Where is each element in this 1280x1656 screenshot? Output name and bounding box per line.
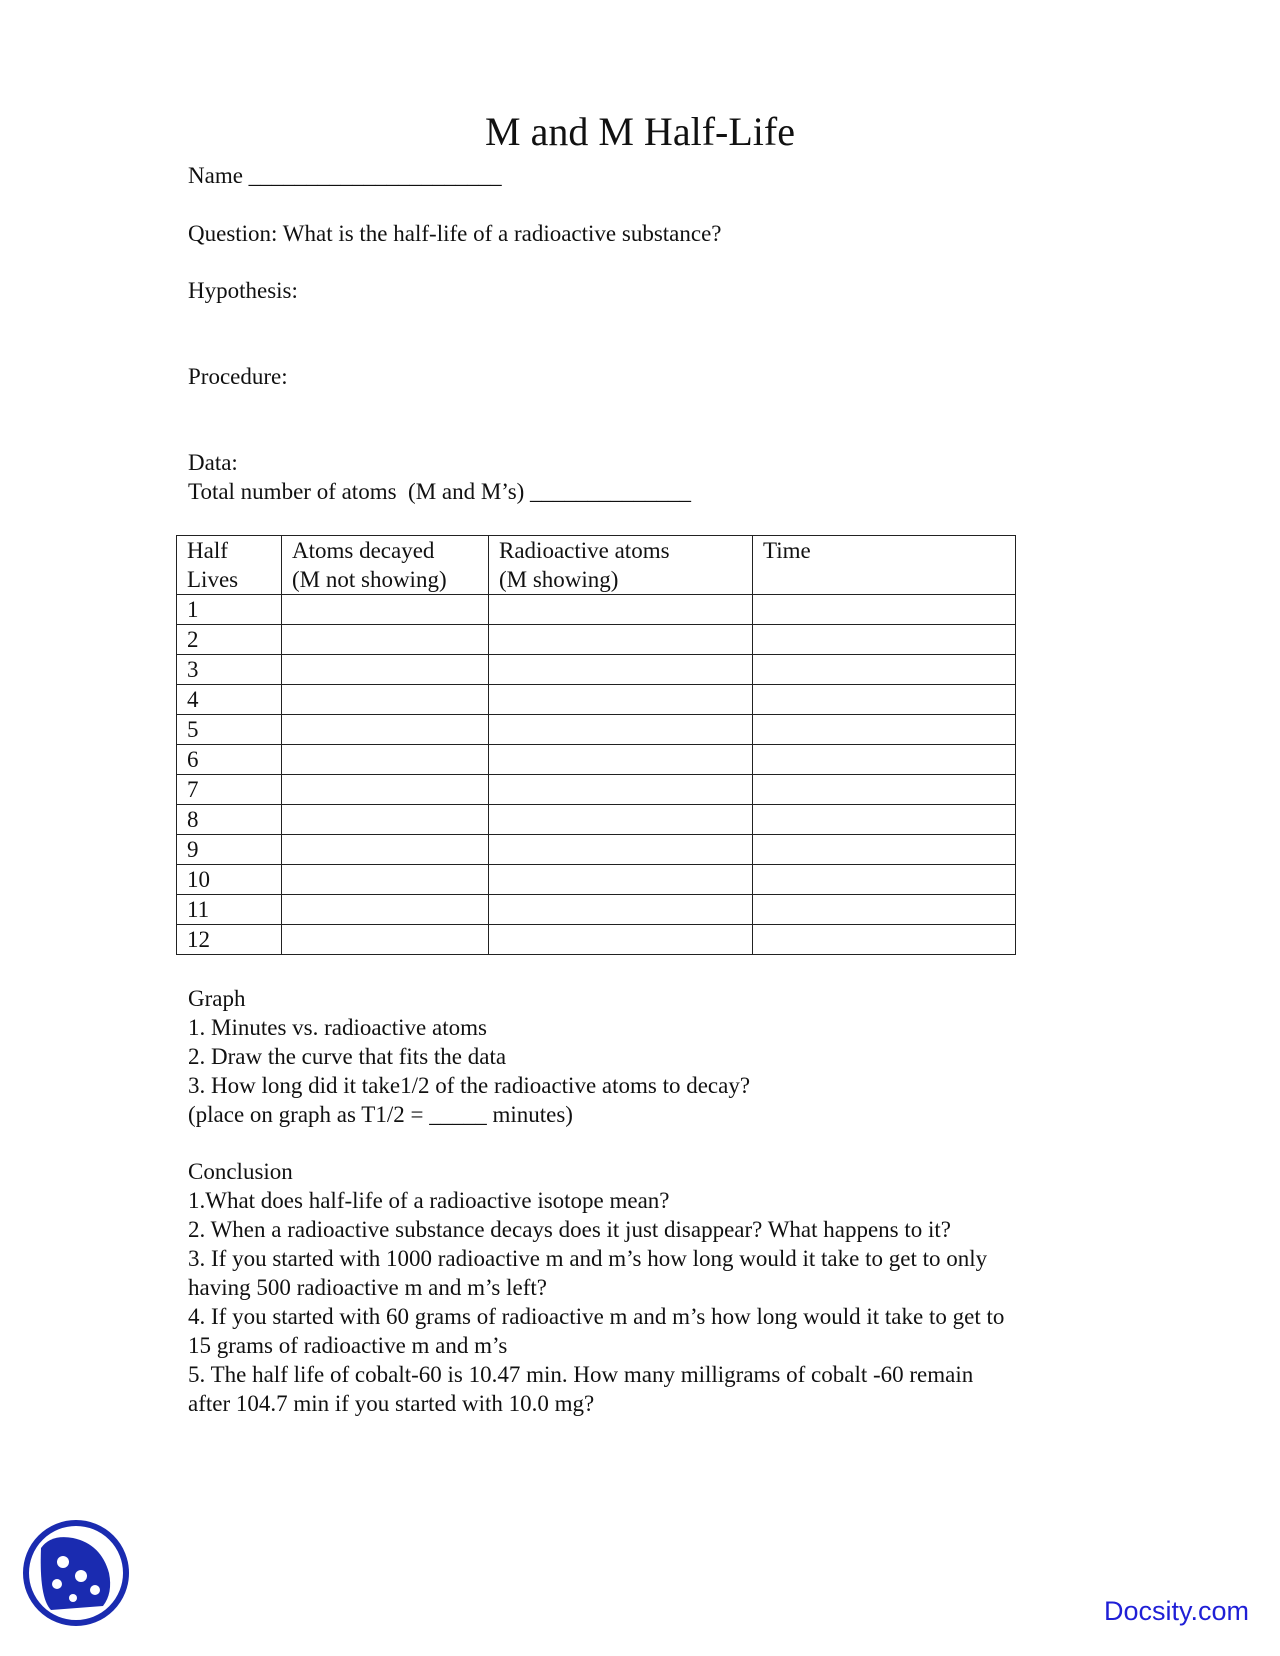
row-number: 5: [177, 715, 282, 745]
table-row: [177, 625, 1016, 655]
header-radioactive-atoms: Radioactive atoms (M showing): [489, 536, 753, 595]
header-atoms-decayed: Atoms decayed (M not showing): [282, 536, 489, 595]
table-row: [177, 655, 1016, 685]
docsity-logo-icon: [21, 1518, 131, 1628]
row-number: 12: [177, 925, 282, 955]
atoms-decayed-cell[interactable]: [282, 595, 489, 625]
table-row: [177, 925, 1016, 955]
radioactive-atoms-cell[interactable]: [489, 685, 753, 715]
radioactive-atoms-cell[interactable]: [489, 655, 753, 685]
conclusion-line: 15 grams of radioactive m and m’s: [188, 1333, 508, 1358]
atoms-decayed-cell[interactable]: [282, 805, 489, 835]
graph-item: 1. Minutes vs. radioactive atoms: [188, 1015, 487, 1040]
conclusion-line: after 104.7 min if you started with 10.0 mg?: [188, 1391, 595, 1416]
header-half-lives: Half Lives: [177, 536, 282, 595]
conclusion-line: 2. When a radioactive substance decays does it just disappear? What happens to it?: [188, 1217, 952, 1242]
table-row: [177, 595, 1016, 625]
row-number: 8: [177, 805, 282, 835]
row-number: 7: [177, 775, 282, 805]
time-cell[interactable]: [753, 685, 1016, 715]
table-row: [177, 835, 1016, 865]
conclusion-line: 4. If you started with 60 grams of radioactive m and m’s how long would it take to get to: [188, 1304, 1005, 1329]
data-label: Data:: [188, 450, 238, 475]
table-row: [177, 775, 1016, 805]
conclusion-line: 1.What does half-life of a radioactive isotope mean?: [188, 1188, 670, 1213]
table-row: [177, 745, 1016, 775]
atoms-decayed-cell[interactable]: [282, 925, 489, 955]
table-row: [177, 685, 1016, 715]
conclusion-heading: Conclusion: [188, 1159, 293, 1184]
time-cell[interactable]: [753, 595, 1016, 625]
radioactive-atoms-cell[interactable]: [489, 925, 753, 955]
time-cell[interactable]: [753, 925, 1016, 955]
row-number: 10: [177, 865, 282, 895]
atoms-decayed-cell[interactable]: [282, 625, 489, 655]
page-title: M and M Half-Life: [485, 109, 795, 154]
atoms-decayed-cell[interactable]: [282, 745, 489, 775]
table-row: [177, 715, 1016, 745]
time-cell[interactable]: [753, 625, 1016, 655]
row-number: 2: [177, 625, 282, 655]
row-number: 1: [177, 595, 282, 625]
time-cell[interactable]: [753, 715, 1016, 745]
time-cell[interactable]: [753, 895, 1016, 925]
docsity-brand-link[interactable]: Docsity.com: [1104, 1596, 1250, 1626]
atoms-decayed-cell[interactable]: [282, 775, 489, 805]
time-cell[interactable]: [753, 745, 1016, 775]
time-cell[interactable]: [753, 835, 1016, 865]
graph-item: 3. How long did it take1/2 of the radioactive atoms to decay?: [188, 1073, 751, 1098]
conclusion-line: 5. The half life of cobalt-60 is 10.47 min. How many milligrams of cobalt -60 remain: [188, 1362, 974, 1387]
row-number: 6: [177, 745, 282, 775]
total-atoms-line: Total number of atoms (M and M’s) ______________: [188, 479, 692, 504]
row-number: 9: [177, 835, 282, 865]
graph-heading: Graph: [188, 986, 246, 1011]
radioactive-atoms-cell[interactable]: [489, 835, 753, 865]
data-table: [176, 535, 1016, 955]
atoms-decayed-cell[interactable]: [282, 865, 489, 895]
radioactive-atoms-cell[interactable]: [489, 895, 753, 925]
radioactive-atoms-cell[interactable]: [489, 625, 753, 655]
row-number: 3: [177, 655, 282, 685]
radioactive-atoms-cell[interactable]: [489, 715, 753, 745]
atoms-decayed-cell[interactable]: [282, 895, 489, 925]
radioactive-atoms-cell[interactable]: [489, 745, 753, 775]
row-number: 4: [177, 685, 282, 715]
question-text: Question: What is the half-life of a radioactive substance?: [188, 221, 722, 246]
table-row: [177, 805, 1016, 835]
radioactive-atoms-cell[interactable]: [489, 595, 753, 625]
conclusion-line: 3. If you started with 1000 radioactive m and m’s how long would it take to get to only: [188, 1246, 988, 1271]
atoms-decayed-cell[interactable]: [282, 715, 489, 745]
time-cell[interactable]: [753, 805, 1016, 835]
graph-item: (place on graph as T1/2 = _____ minutes): [188, 1102, 573, 1127]
time-cell[interactable]: [753, 865, 1016, 895]
table-header-row: [177, 536, 1016, 595]
table-row: [177, 895, 1016, 925]
row-number: 11: [177, 895, 282, 925]
radioactive-atoms-cell[interactable]: [489, 775, 753, 805]
graph-item: 2. Draw the curve that fits the data: [188, 1044, 507, 1069]
atoms-decayed-cell[interactable]: [282, 685, 489, 715]
hypothesis-label: Hypothesis:: [188, 278, 298, 303]
atoms-decayed-cell[interactable]: [282, 655, 489, 685]
radioactive-atoms-cell[interactable]: [489, 805, 753, 835]
time-cell[interactable]: [753, 655, 1016, 685]
atoms-decayed-cell[interactable]: [282, 835, 489, 865]
time-cell[interactable]: [753, 775, 1016, 805]
header-time: Time: [753, 536, 1016, 595]
conclusion-line: having 500 radioactive m and m’s left?: [188, 1275, 547, 1300]
radioactive-atoms-cell[interactable]: [489, 865, 753, 895]
procedure-label: Procedure:: [188, 364, 288, 389]
table-row: [177, 865, 1016, 895]
name-line: Name ______________________: [188, 163, 502, 188]
